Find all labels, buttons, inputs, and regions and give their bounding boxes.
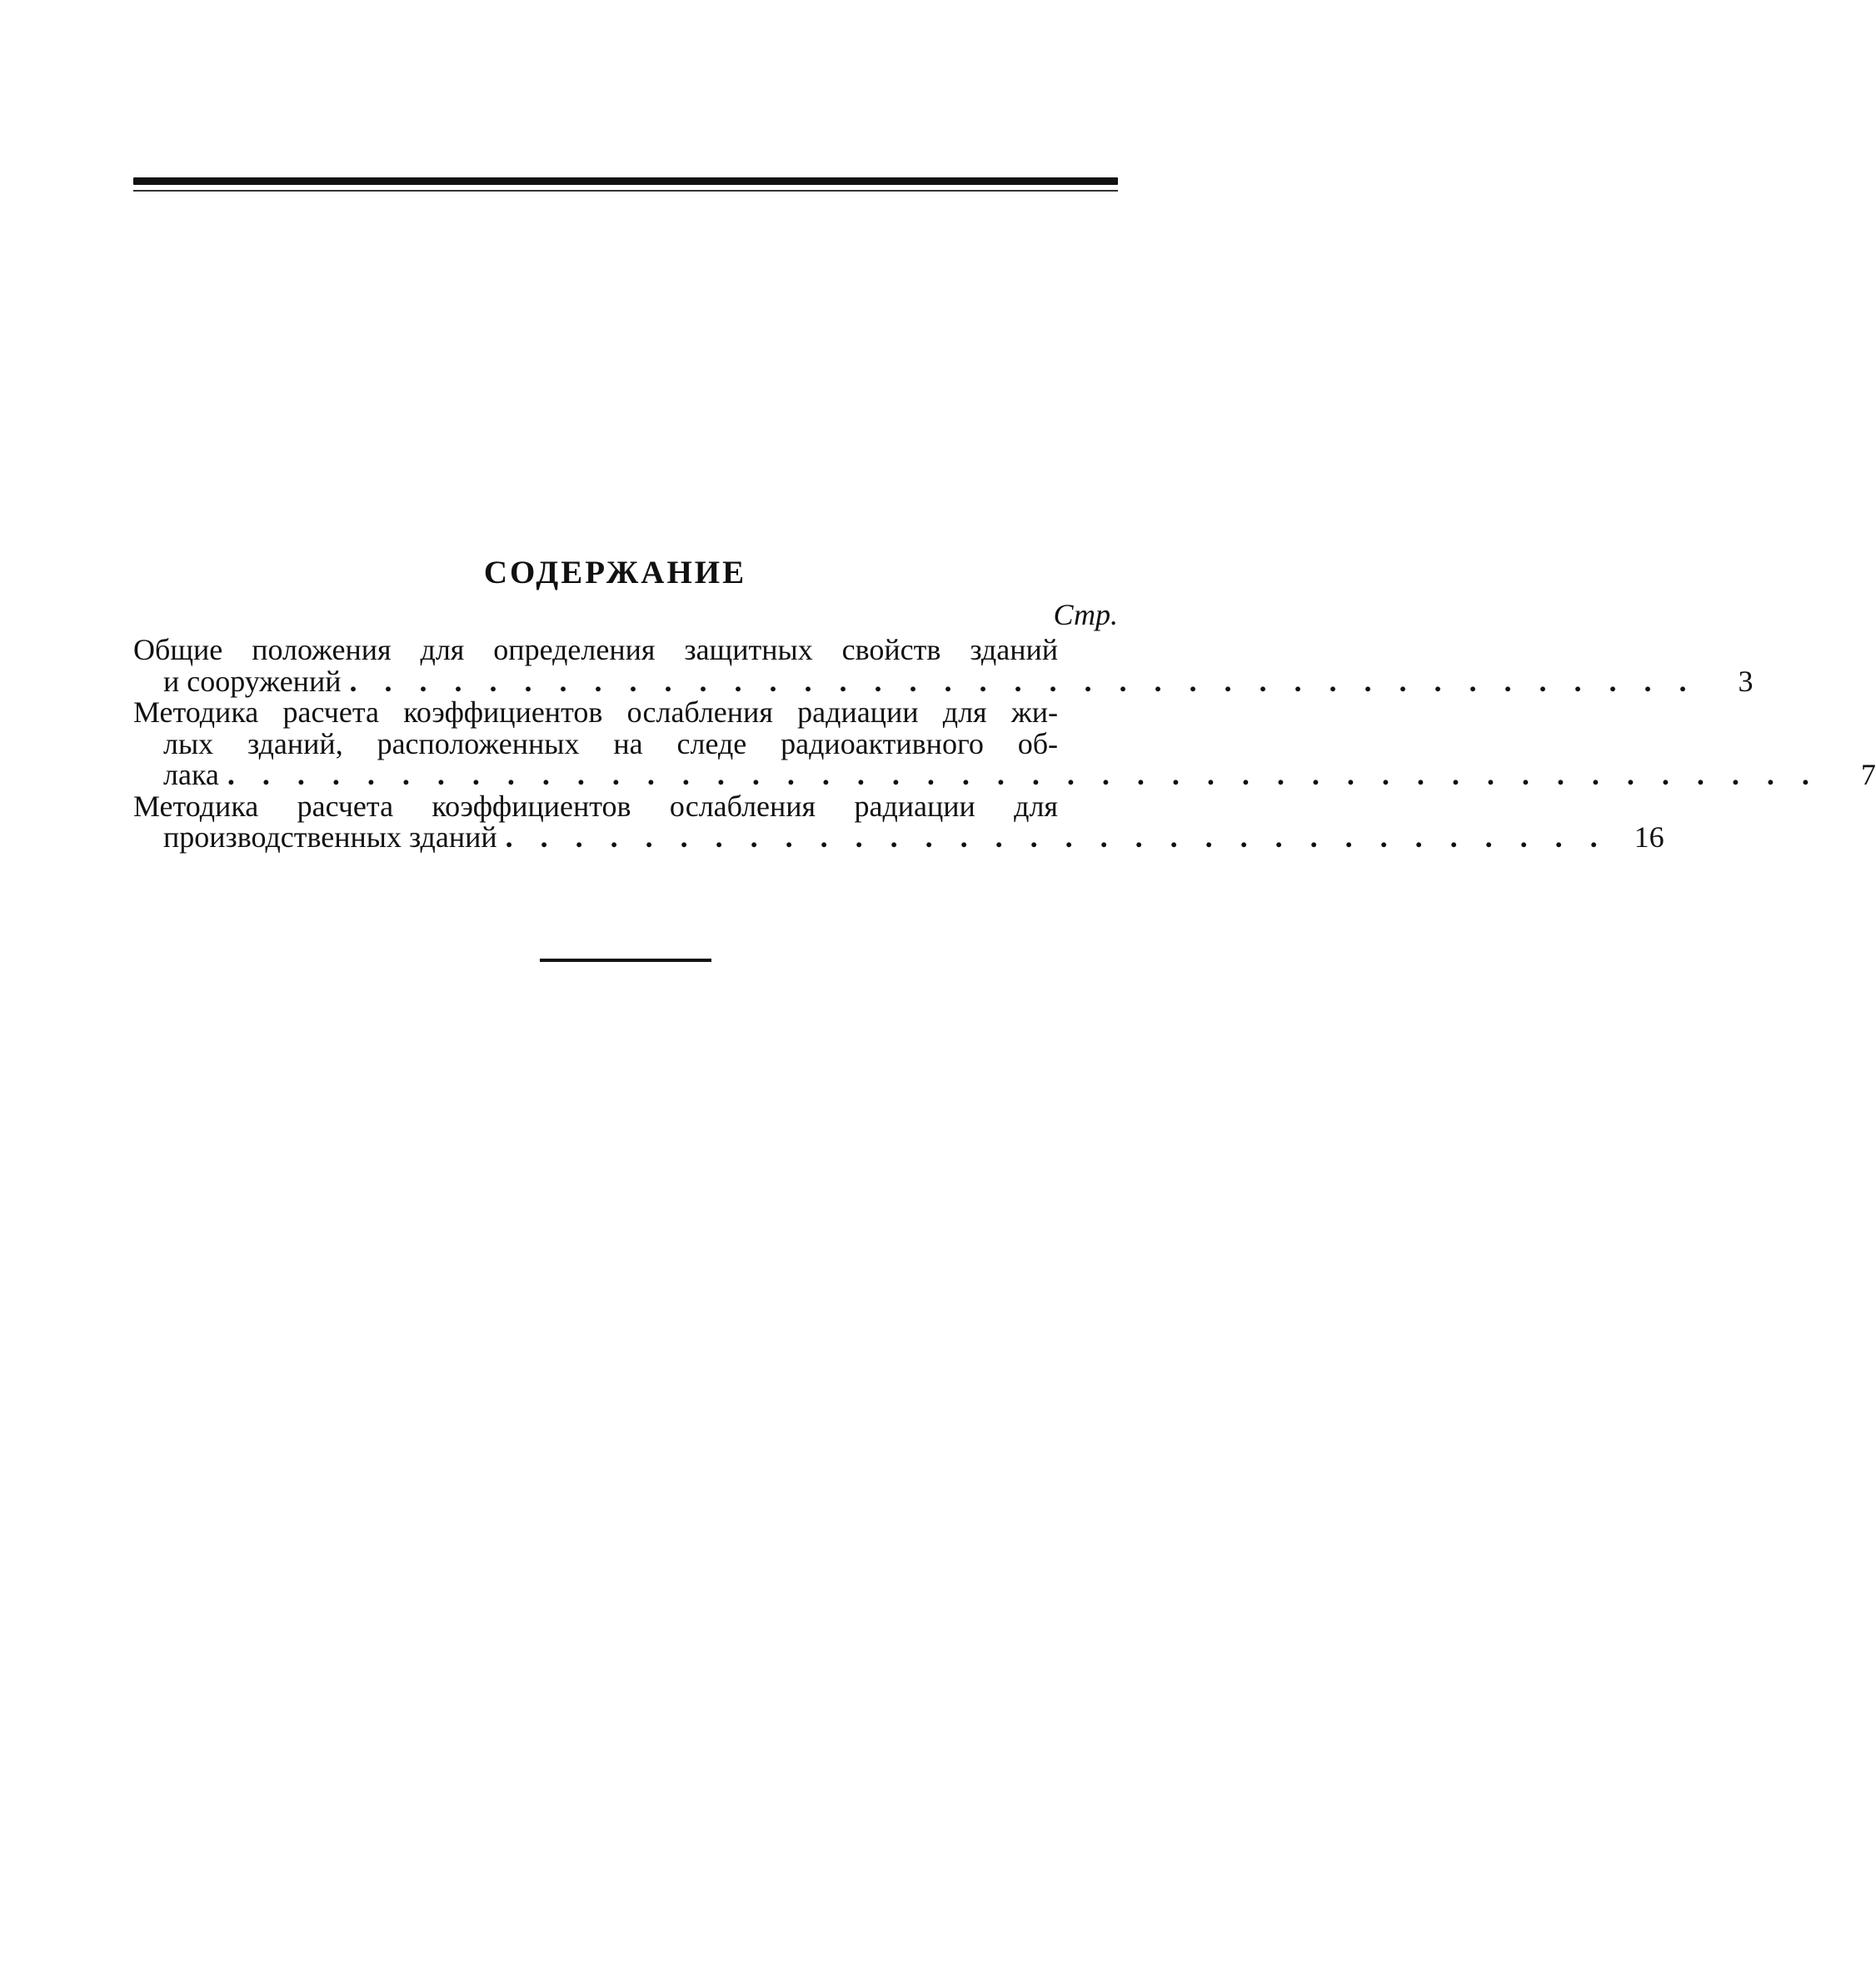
toc-entry-text: и сооружений xyxy=(163,664,342,698)
toc-entry-residential-method[interactable] xyxy=(133,695,1876,791)
toc-title: СОДЕРЖАНИЕ xyxy=(483,555,747,590)
table-of-contents xyxy=(133,633,1876,854)
toc-entry-line xyxy=(133,726,1118,760)
dot-leader: . . . . . . . . . . . . . . . . . . . . . . . . . . . . . . . . . . . . . . . xyxy=(349,664,1697,698)
toc-entry-industrial-method[interactable] xyxy=(133,789,1664,854)
toc-entry-line xyxy=(133,820,1664,854)
toc-page-number: 7 xyxy=(1860,758,1876,791)
bottom-rule xyxy=(540,959,711,962)
toc-entry-text: лых зданий, расположенных на следе радиоактивного об- xyxy=(163,726,1058,760)
toc-entry-line xyxy=(133,697,1118,729)
toc-entry-text: Методика расчета коэффициентов ослабления радиации для xyxy=(133,789,1058,823)
top-rule-thin xyxy=(133,190,1118,192)
toc-entry-text: Методика расчета коэффициентов ослабления радиации для жи- xyxy=(133,695,1058,729)
toc-entry-line xyxy=(133,791,1118,823)
dot-leader: . . . . . . . . . . . . . . . . . . . . . . . . . . . . . . . . xyxy=(505,820,1608,854)
toc-entry-line xyxy=(133,635,1118,666)
toc-entry-line xyxy=(133,758,1876,791)
page-column-label: Стр. xyxy=(1053,598,1118,631)
toc-page-number: 3 xyxy=(1738,664,1754,698)
dot-leader: . . . . . . . . . . . . . . . . . . . . . . . . . . . . . . . . . . . . . . . . . . . . . . xyxy=(227,758,1819,791)
toc-entry-text: лака xyxy=(163,758,219,791)
toc-page-number: 16 xyxy=(1634,820,1664,854)
toc-entry-text: производственных зданий xyxy=(163,820,497,854)
toc-entry-general-provisions[interactable] xyxy=(133,633,1754,698)
toc-entry-text: Общие положения для определения защитных свойств зданий xyxy=(133,633,1058,666)
toc-entry-line xyxy=(133,664,1754,698)
top-rule xyxy=(133,177,1118,185)
